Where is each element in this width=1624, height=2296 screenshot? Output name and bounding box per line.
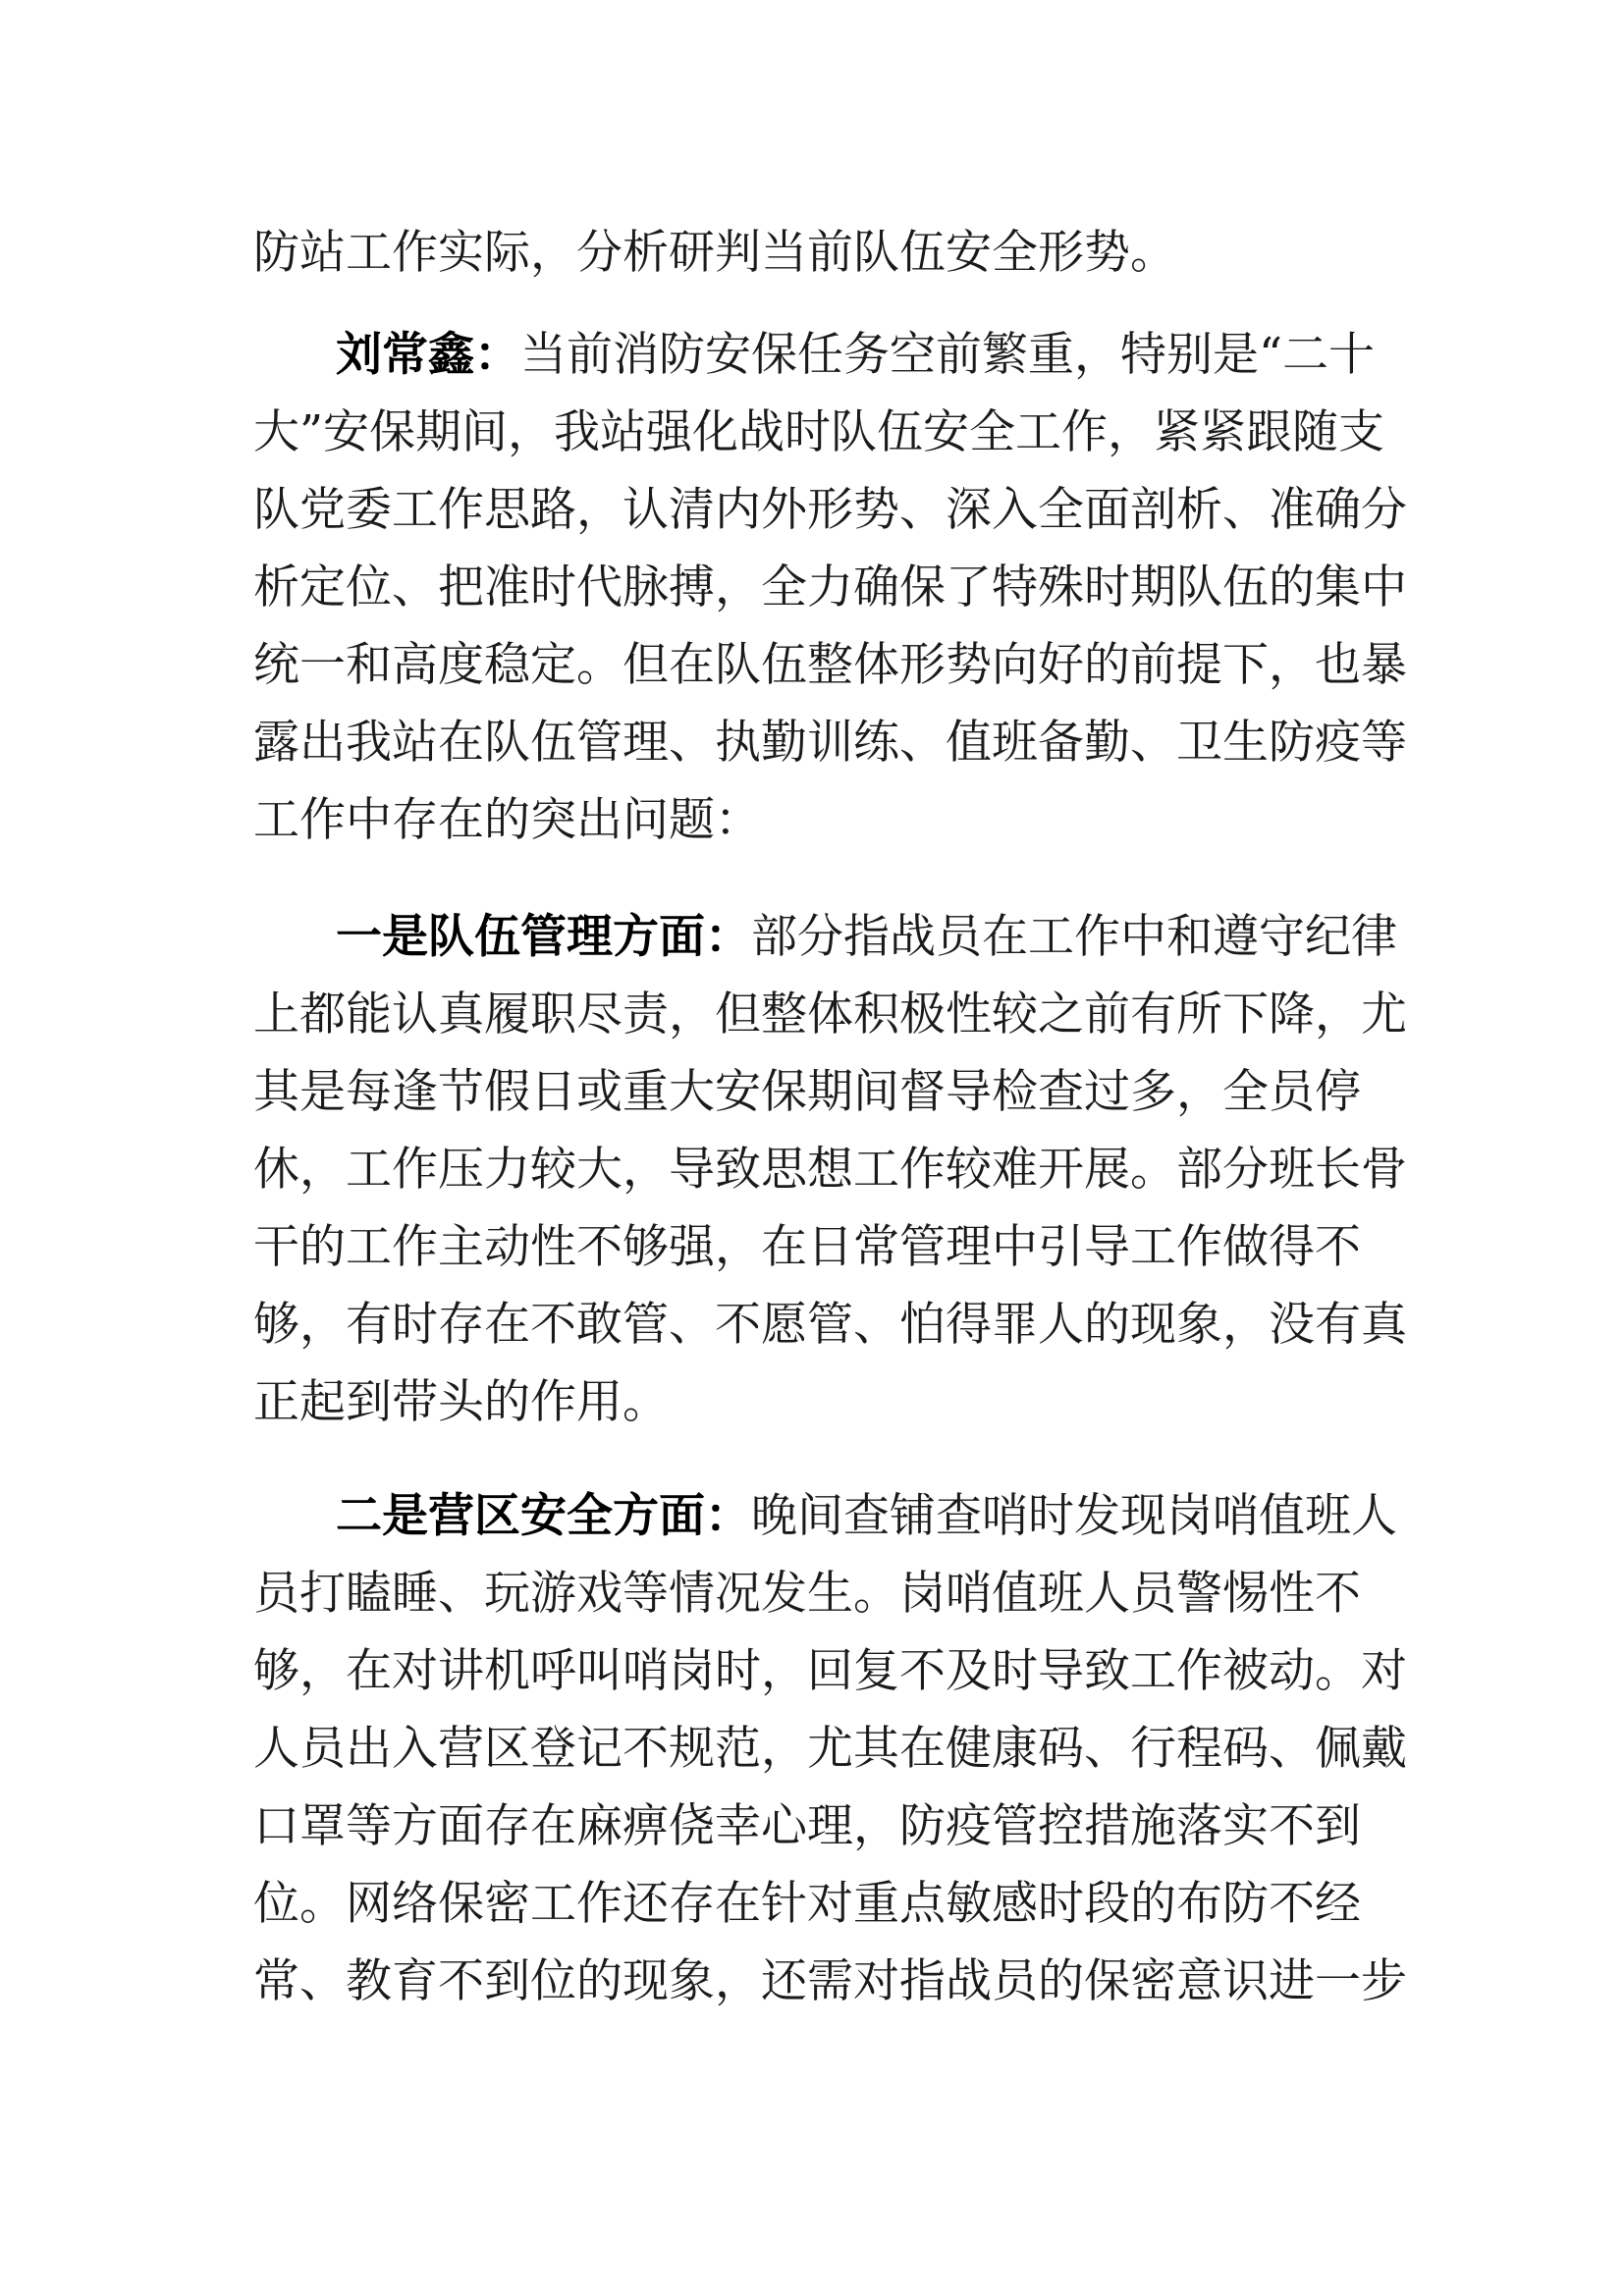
- line-text: 正起到带头的作用。: [253, 1375, 669, 1429]
- text-line: [253, 781, 1353, 860]
- line-text: 干的工作主动性不够强，在日常管理中引导工作做得不: [253, 1220, 1361, 1274]
- text-line: [253, 1632, 1407, 1711]
- text-line: [253, 1131, 1407, 1209]
- text-line: [253, 1865, 1361, 1944]
- text-line: [253, 1788, 1361, 1866]
- line-text: 够，在对讲机呼叫哨岗时，回复不及时导致工作被动。对: [253, 1644, 1407, 1698]
- section-heading: 一是队伍管理方面：: [336, 910, 751, 964]
- text-line: [253, 1286, 1407, 1364]
- line-text: 位。网络保密工作还存在针对重点敏感时段的布防不经: [253, 1877, 1361, 1931]
- text-line: [253, 1943, 1407, 2021]
- text-line: [253, 626, 1407, 705]
- line-text: 常、教育不到位的现象，还需对指战员的保密意识进一步: [253, 1954, 1407, 2008]
- text-line: [253, 1477, 1397, 1556]
- line-text: 大”安保期间，我站强化战时队伍安全工作，紧紧跟随支: [253, 405, 1385, 459]
- speaker-name: 刘常鑫：: [336, 328, 520, 382]
- line-text: 当前消防安保任务空前繁重，特别是“二十: [520, 328, 1376, 382]
- text-line: [253, 1555, 1361, 1633]
- text-line: [253, 1710, 1407, 1789]
- text-line: [253, 394, 1385, 472]
- line-text: 统一和高度稳定。但在队伍整体形势向好的前提下，也暴: [253, 638, 1407, 692]
- text-line: [253, 1053, 1361, 1132]
- line-text: 队党委工作思路，认清内外形势、深入全面剖析、准确分: [253, 483, 1407, 537]
- line-text: 够，有时存在不敢管、不愿管、怕得罪人的现象，没有真: [253, 1298, 1407, 1352]
- line-text: 部分指战员在工作中和遵守纪律: [751, 910, 1397, 964]
- line-text: 休，工作压力较大，导致思想工作较难开展。部分班长骨: [253, 1143, 1407, 1197]
- line-text: 人员出入营区登记不规范，尤其在健康码、行程码、佩戴: [253, 1722, 1407, 1776]
- line-text: 其是每逢节假日或重大安保期间督导检查过多，全员停: [253, 1065, 1361, 1119]
- text-line: [253, 549, 1407, 627]
- text-line: [253, 316, 1376, 395]
- text-line: [253, 471, 1407, 550]
- line-text: 工作中存在的突出问题：: [253, 793, 761, 847]
- text-line: [253, 976, 1407, 1054]
- text-line: [253, 704, 1407, 782]
- line-text: 上都能认真履职尽责，但整体积极性较之前有所下降，尤: [253, 988, 1407, 1041]
- line-text: 口罩等方面存在麻痹侥幸心理，防疫管控措施落实不到: [253, 1799, 1361, 1853]
- text-line: [253, 1208, 1361, 1287]
- text-line: [253, 1363, 1353, 1442]
- text-line: [253, 214, 1353, 293]
- section-heading: 二是营区安全方面：: [336, 1489, 751, 1543]
- line-text: 晚间查铺查哨时发现岗哨值班人: [751, 1489, 1397, 1543]
- line-text: 析定位、把准时代脉搏，全力确保了特殊时期队伍的集中: [253, 561, 1407, 614]
- line-text: 防站工作实际，分析研判当前队伍安全形势。: [253, 226, 1176, 280]
- line-text: 员打瞌睡、玩游戏等情况发生。岗哨值班人员警惕性不: [253, 1567, 1361, 1621]
- text-line: [253, 898, 1397, 977]
- line-text: 露出我站在队伍管理、执勤训练、值班备勤、卫生防疫等: [253, 716, 1407, 770]
